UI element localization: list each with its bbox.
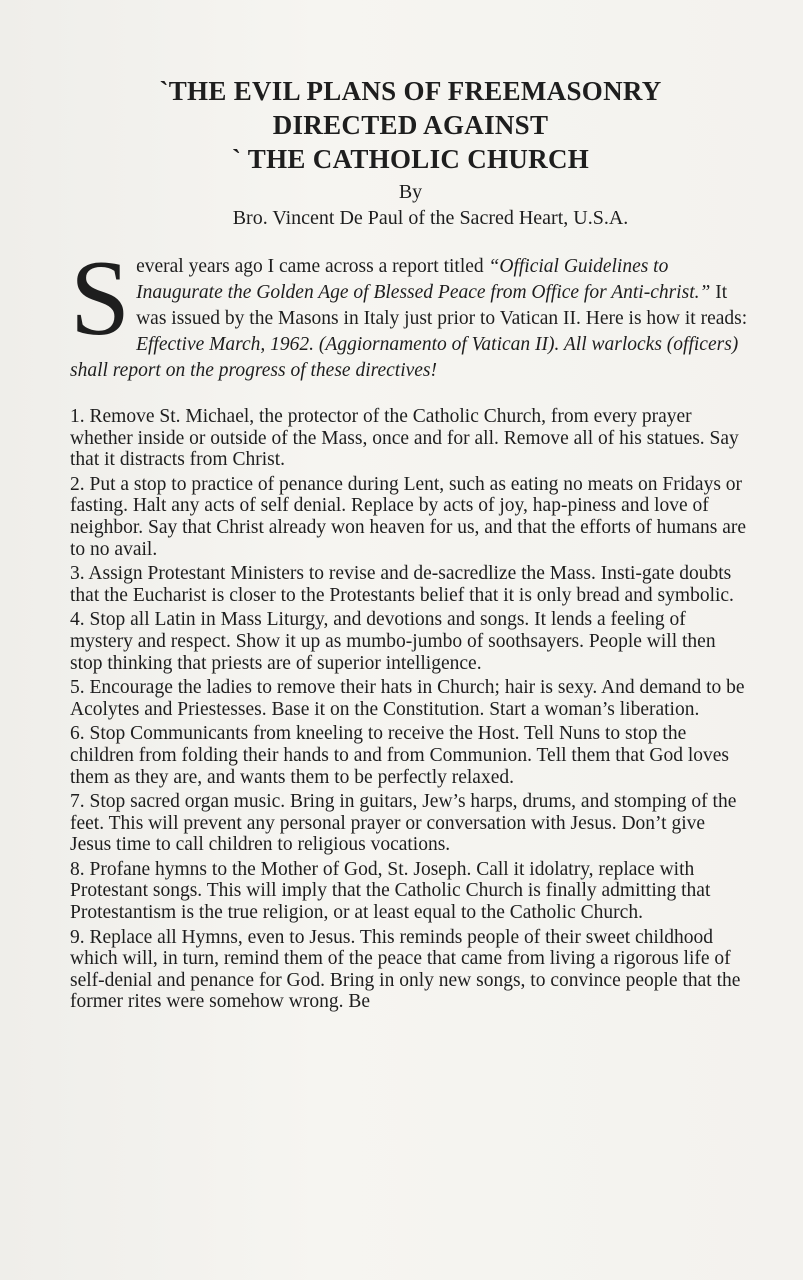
list-item-text: 3. Assign Protestant Ministers to revise and de-sacredlize the Mass. Insti-gate doubts that the Eucharist is closer to the Protestants belief that it is only bread and symbolic.: [70, 563, 734, 606]
intro-text-1: everal years ago I came across a report titled: [136, 256, 489, 277]
list-item: [70, 609, 751, 674]
list-item: [70, 474, 751, 560]
list-item: [70, 723, 751, 788]
list-item-text: 6. Stop Communicants from kneeling to receive the Host. Tell Nuns to stop the children from folding their hands to and from Communion. Tell them that God loves them as they are, and wants them to be perfectly relaxed.: [70, 723, 730, 788]
list-item-text: 1. Remove St. Michael, the protector of the Catholic Church, from every prayer whether inside or outside of the Mass, once and for all. Remove all of his statues. Say that it distracts from Christ.: [70, 406, 739, 471]
list-item: [70, 677, 751, 720]
title-line-1: `THE EVIL PLANS OF FREEMASONRY: [159, 76, 662, 106]
author-name: Bro. Vincent De Paul of the Sacred Heart, U.S.A.: [232, 207, 629, 229]
intro-paragraph: [70, 239, 751, 384]
list-item: [70, 927, 751, 1013]
title-line-2: DIRECTED AGAINST: [272, 110, 549, 140]
list-item: [70, 563, 751, 606]
list-item-text: 5. Encourage the ladies to remove their hats in Church; hair is sexy. And demand to be Acolytes and Priestesses. Base it on the Constitution. Start a woman’s liberation.: [70, 677, 745, 720]
list-item: [70, 406, 751, 471]
list-item: [70, 791, 751, 856]
list-item-text: 2. Put a stop to practice of penance during Lent, such as eating no meats on Fridays or fasting. Halt any acts of self denial. Replace by acts of joy, hap-piness and love of neighbor. Say that Christ already won heaven for us, and that the efforts of humans are to no avail.: [70, 473, 746, 560]
byline-label: By: [398, 181, 423, 203]
title-line-3: ` THE CATHOLIC CHURCH: [231, 144, 590, 174]
list-item-text: 7. Stop sacred organ music. Bring in guitars, Jew’s harps, drums, and stomping of the feet. This will prevent any personal prayer or conversation with Jesus. Don’t give Jesus time to call children to religious vocations.: [70, 791, 737, 856]
drop-cap: S: [70, 239, 131, 358]
list-item-text: 9. Replace all Hymns, even to Jesus. This reminds people of their sweet childhood which will, in turn, remind them of the peace that came from living a rigorous life of self-denial and penance for God. Bring in only new songs, to convince people that the former rites were somehow wrong. Be: [70, 926, 741, 1013]
intro-quote: “Official Guidelines to Inaugurate the Golden Age of Blessed Peace from Office for Anti-christ.”: [136, 256, 711, 303]
directive-list: [70, 406, 751, 1013]
list-item-text: 4. Stop all Latin in Mass Liturgy, and devotions and songs. It lends a feeling of mystery and respect. Show it up as mumbo-jumbo of soothsayers. People will then stop thinking that priests are of superior intelligence.: [70, 609, 716, 674]
intro-directive: Effective March, 1962. (Aggiornamento of Vatican II). All warlocks (officers) shall report on the progress of these directives!: [70, 334, 739, 381]
list-item-text: 8. Profane hymns to the Mother of God, St. Joseph. Call it idolatry, replace with Protestant songs. This will imply that the Catholic Church is finally admitting that Protestantism is the true religion, or at least equal to the Catholic Church.: [70, 858, 711, 924]
list-item: [70, 859, 751, 924]
intro-text-2: It was issued by the Masons in Italy just prior to Vatican II. Here is how it reads:: [136, 282, 748, 329]
document-title: [70, 0, 751, 176]
